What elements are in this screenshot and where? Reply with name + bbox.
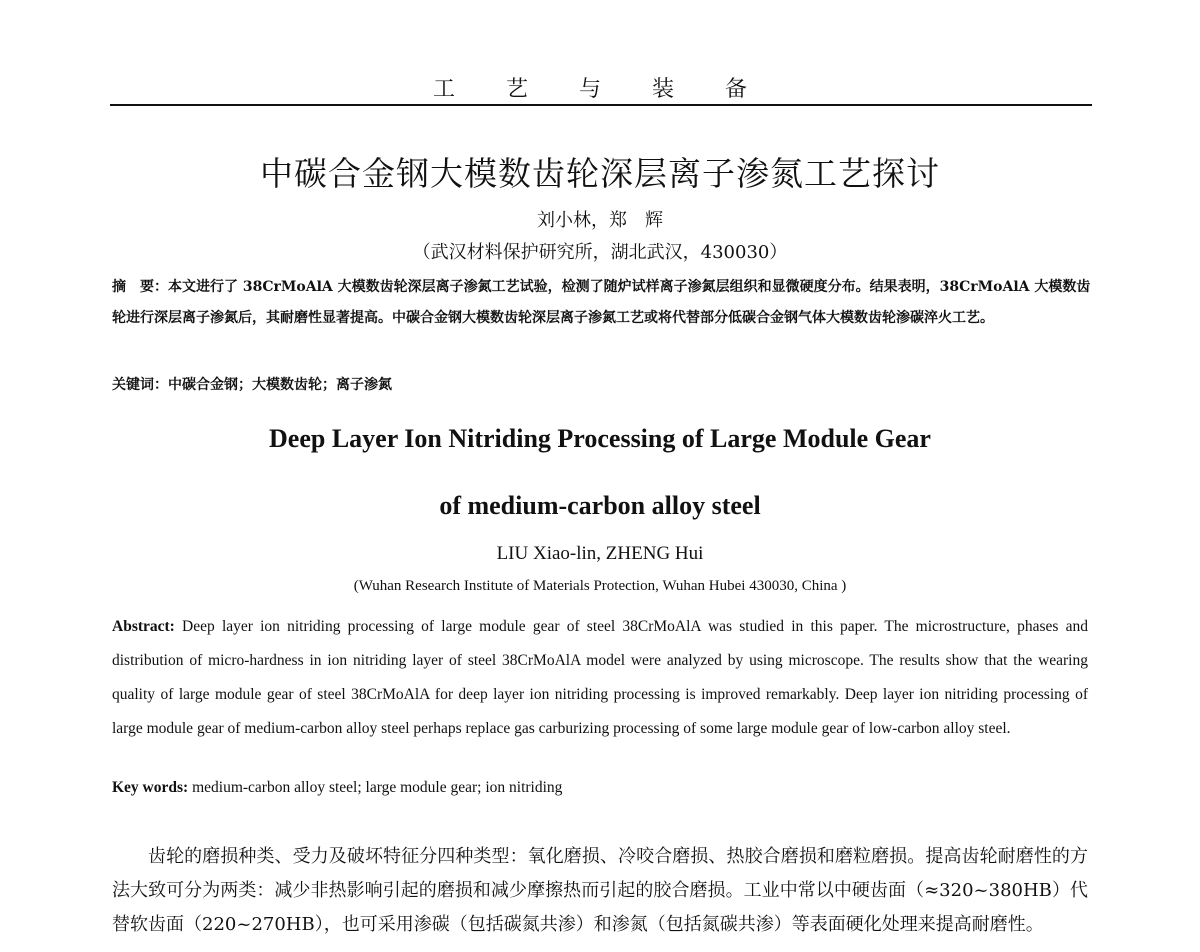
english-abstract-label: Abstract:	[112, 618, 175, 635]
chinese-keywords-text: 中碳合金钢；大模数齿轮；离子渗氮	[168, 377, 392, 393]
chinese-affiliation: （武汉材料保护研究所，湖北武汉，430030）	[412, 242, 788, 263]
english-affiliation: (Wuhan Research Institute of Materials Protection, Wuhan Hubei 430030, China )	[353, 578, 847, 594]
header-rule	[110, 104, 1092, 106]
chinese-abstract-label: 摘 要：	[112, 279, 168, 295]
english-keywords-text: medium-carbon alloy steel; large module gear; ion nitriding	[192, 779, 563, 796]
section-header: 工 艺 与 装 备	[433, 77, 769, 102]
chinese-authors: 刘小林，郑 辉	[537, 210, 663, 231]
chinese-title: 中碳合金钢大模数齿轮深层离子渗氮工艺探讨	[260, 154, 940, 193]
chinese-abstract	[112, 272, 1092, 334]
english-abstract-text: Deep layer ion nitriding processing of large module gear of steel 38CrMoAlA was studied in this paper. The microstructure, phases and distribution of micro-hardness in ion nitriding layer of steel 38CrMoAlA model were analyzed by using microscope. The results show that the wearing quality of large module gear of steel 38CrMoAlA for deep layer ion nitriding processing is improved remarkably. Deep layer ion nitriding processing of large module gear of medium-carbon alloy steel perhaps replace gas carburizing processing of some large module gear of low-carbon alloy steel.	[112, 618, 1089, 737]
english-title-line-2: of medium-carbon alloy steel	[439, 491, 761, 520]
english-authors: LIU Xiao-lin, ZHENG Hui	[496, 543, 704, 564]
chinese-keywords	[112, 374, 1092, 394]
chinese-keywords-label: 关键词：	[112, 377, 168, 393]
english-abstract	[112, 610, 1088, 746]
english-keywords-label: Key words:	[112, 779, 189, 796]
english-title-line-1: Deep Layer Ion Nitriding Processing of Large Module Gear	[269, 424, 931, 453]
chinese-abstract-text: 本文进行了 38CrMoAlA 大模数齿轮深层离子渗氮工艺试验，检测了随炉试样离子渗氮层组织和显微硬度分布。结果表明，38CrMoAlA 大模数齿轮进行深层离子渗氮后，其耐磨性显著提高。中碳合金钢大模数齿轮深层离子渗氮工艺或将代替部分低碳合金钢气体大模数齿轮渗碳淬火工艺。	[112, 279, 1091, 326]
body-paragraph: 齿轮的磨损种类、受力及破坏特征分四种类型：氧化磨损、冷咬合磨损、热胶合磨损和磨粒磨损。提高齿轮耐磨性的方法大致可分为两类：减少非热影响引起的磨损和减少摩擦热而引起的胶合磨损。工业中常以中硬齿面（≈320~380HB）代替软齿面（220~270HB），也可采用渗碳（包括碳氮共渗）和渗氮（包括氮碳共渗）等表面硬化处理来提高耐磨性。	[112, 846, 1088, 935]
english-keywords	[112, 779, 1088, 797]
